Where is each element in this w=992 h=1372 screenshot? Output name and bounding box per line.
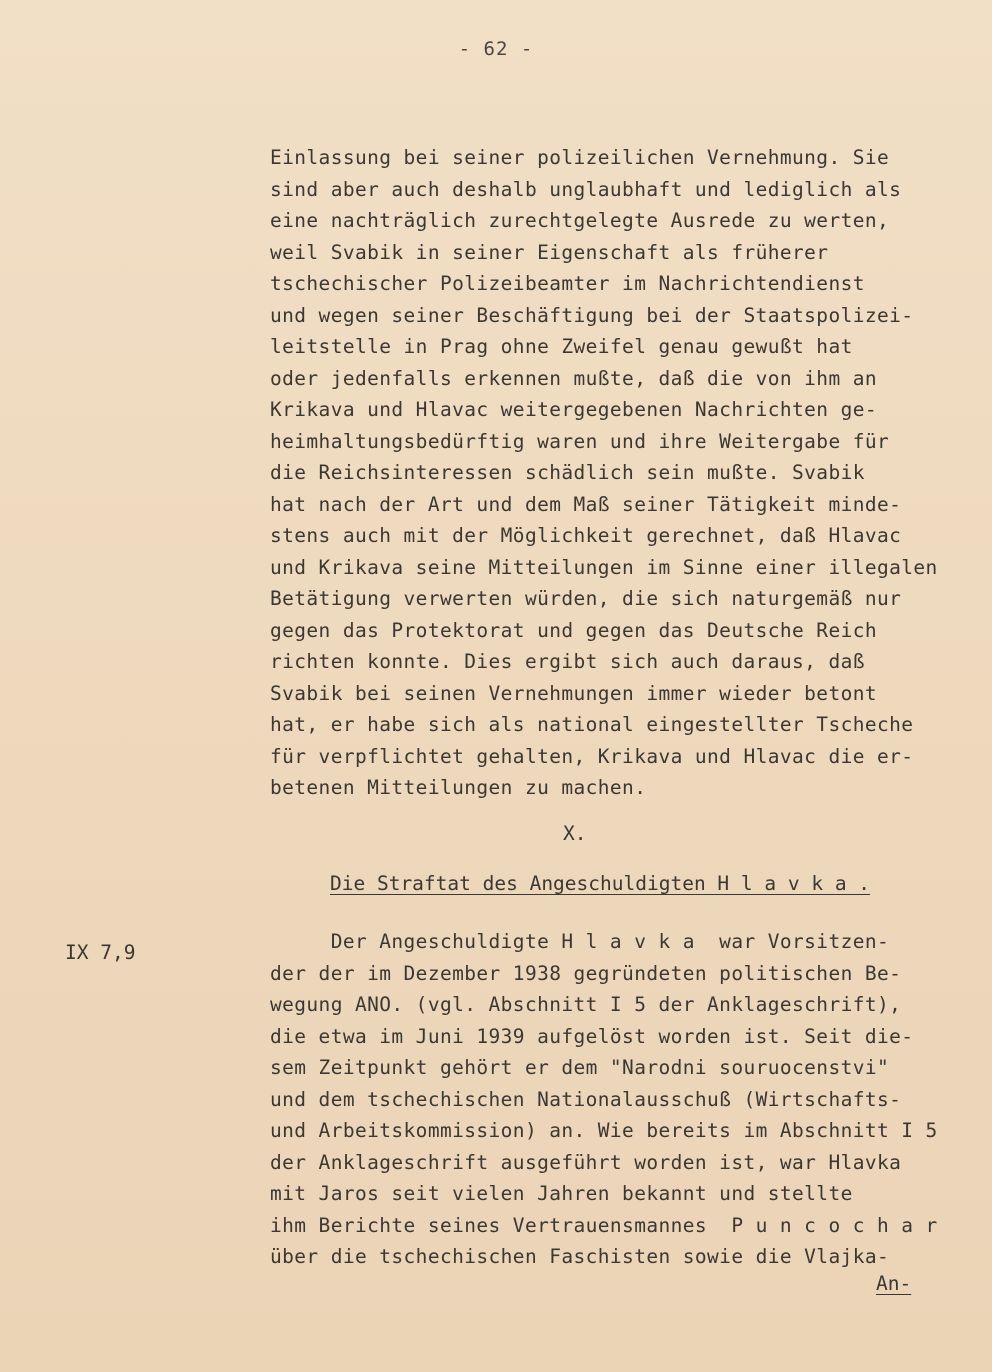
text-line: eine nachträglich zurechtgelegte Ausrede zu werten, xyxy=(270,209,890,232)
text-line: heimhaltungsbedürftig waren und ihre Weitergabe für xyxy=(270,429,890,453)
text-line: mit Jaros seit vielen Jahren bekannt und stellte xyxy=(270,1182,853,1205)
text-line: und Arbeitskommission) an. Wie bereits im Abschnitt I 5 xyxy=(270,1119,938,1142)
catchword: An- xyxy=(876,1272,912,1295)
text-line: weil Svabik in seiner Eigenschaft als früherer xyxy=(270,240,829,264)
text-line: für verpflichtet gehalten, Krikava und Hlavac die er- xyxy=(270,744,914,768)
text-line: Einlassung bei seiner polizeilichen Vernehmung. Sie xyxy=(270,146,890,169)
text-line: sem Zeitpunkt gehört er dem "Narodni souruocenstvi" xyxy=(270,1056,890,1079)
text-line: wegung ANO. (vgl. Abschnitt I 5 der Anklageschrift), xyxy=(270,993,902,1016)
text-line: richten konnte. Dies ergibt sich auch daraus, daß xyxy=(270,650,865,673)
text-line: Der Angeschuldigte H l a v k a war Vorsitzen- xyxy=(270,930,890,953)
margin-reference: IX 7,9 xyxy=(65,941,136,964)
text-line: und wegen seiner Beschäftigung bei der Staatspolizei- xyxy=(270,303,914,327)
section-heading: Die Straftat des Angeschuldigten H l a v k a . xyxy=(330,872,871,895)
text-line: betenen Mitteilungen zu machen. xyxy=(270,776,647,799)
text-line: Svabik bei seinen Vernehmungen immer wieder betont xyxy=(270,681,877,705)
text-line: hat nach der Art und dem Maß seiner Tätigkeit minde- xyxy=(270,492,902,516)
text-line: sind aber auch deshalb unglaubhaft und lediglich als xyxy=(270,177,902,201)
text-line: über die tschechischen Faschisten sowie die Vlajka- xyxy=(270,1245,890,1268)
section-number: X. xyxy=(563,822,587,845)
text-line: die etwa im Juni 1939 aufgelöst worden ist. Seit die- xyxy=(270,1024,914,1048)
text-line: und Krikava seine Mitteilungen im Sinne einer illegalen xyxy=(270,555,938,579)
text-line: Betätigung verwerten würden, die sich naturgemäß nur xyxy=(270,587,902,610)
text-line: hat, er habe sich als national eingestellter Tscheche xyxy=(270,713,914,736)
text-line: der Anklageschrift ausgeführt worden ist, war Hlavka xyxy=(270,1150,902,1174)
text-line: leitstelle in Prag ohne Zweifel genau gewußt hat xyxy=(270,335,853,358)
text-line: und dem tschechischen Nationalausschuß (Wirtschafts- xyxy=(270,1087,902,1111)
text-line: die Reichsinteressen schädlich sein mußte. Svabik xyxy=(270,461,865,484)
text-line: Krikava und Hlavac weitergegebenen Nachrichten ge- xyxy=(270,398,877,421)
text-line: oder jedenfalls erkennen mußte, daß die von ihm an xyxy=(270,366,877,390)
text-line: stens auch mit der Möglichkeit gerechnet, daß Hlavac xyxy=(270,524,902,547)
text-line: ihm Berichte seines Vertrauensmannes P u n c o c h a r xyxy=(270,1213,938,1237)
text-line: gegen das Protektorat und gegen das Deutsche Reich xyxy=(270,618,877,642)
page-number: - 62 - xyxy=(458,38,534,60)
text-line: der der im Dezember 1938 gegründeten politischen Be- xyxy=(270,961,902,985)
text-line: tschechischer Polizeibeamter im Nachrichtendienst xyxy=(270,272,865,295)
